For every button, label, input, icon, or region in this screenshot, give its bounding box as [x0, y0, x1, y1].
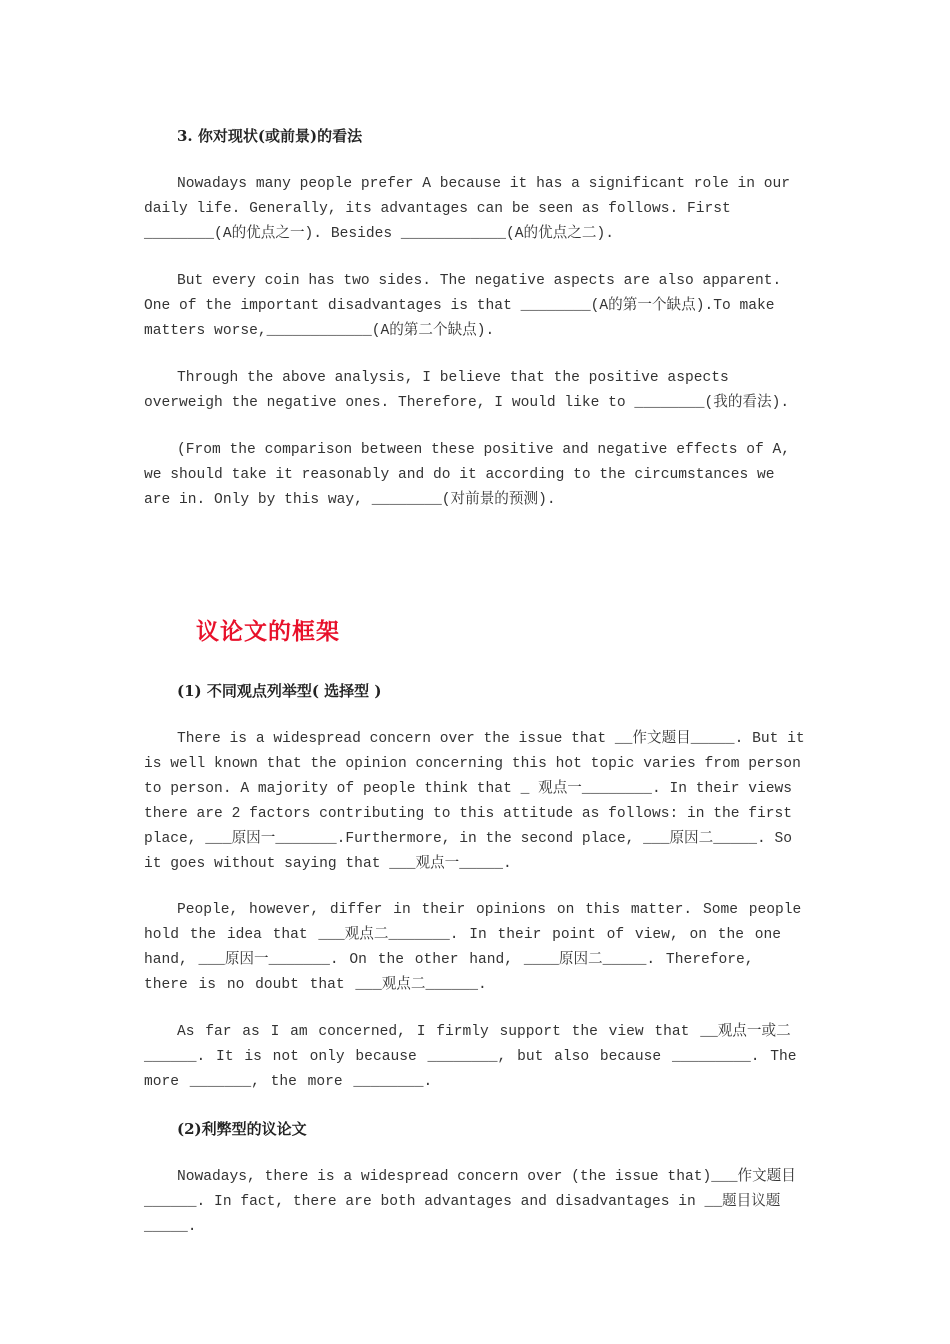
paragraph: People, however, differ in their opinions on this matter. Some people hold the idea that ___观点二_______. In their point of view, on the one hand, ___原因一_______. On the other hand, ____原因二_____. Therefore, there is no doubt that ___观点二______.	[144, 902, 802, 993]
section-heading: (1) 不同观点列举型( 选择型 )	[177, 682, 382, 700]
paragraph: There is a widespread concern over the issue that __作文题目_____. But it is well known that the opinion concerning this hot topic varies from person to person. A majority of people think that _ 观点一________. In their views there are 2 factors contributing to this attitude as follows: in the first place, ___原因一_______.Furthermore, in the second place, ___原因二_____. So it goes without saying that ___观点一_____.	[144, 731, 805, 872]
paragraph: But every coin has two sides. The negative aspects are also apparent. One of the important disadvantages is that ________(A的第一个缺点).To make matters worse,____________(A的第二个缺点).	[144, 273, 782, 339]
page-title: 议论文的框架	[196, 619, 340, 645]
paragraph: Nowadays, there is a widespread concern over (the issue that)___作文题目______. In fact, there are both advantages and disadvantages in __题目议题_____.	[144, 1169, 796, 1235]
section-heading: (2)利弊型的议论文	[177, 1120, 307, 1138]
paragraph: (From the comparison between these positive and negative effects of A, we should take it reasonably and do it according to the circumstances we are in. Only by this way, ________(对前景的预测).	[144, 442, 791, 508]
paragraph: Nowadays many people prefer A because it has a significant role in our daily life. Generally, its advantages can be seen as follows. First ________(A的优点之一). Besides ____________(A的优点之二).	[144, 176, 791, 242]
section-heading: 3. 你对现状(或前景)的看法	[177, 127, 363, 145]
paragraph: As far as I am concerned, I firmly support the view that __观点一或二______. It is not only because ________, but also because _________. The more _______, the more ________.	[144, 1024, 797, 1090]
paragraph: Through the above analysis, I believe that the positive aspects overweigh the negative ones. Therefore, I would like to ________(我的看法).	[144, 370, 790, 411]
